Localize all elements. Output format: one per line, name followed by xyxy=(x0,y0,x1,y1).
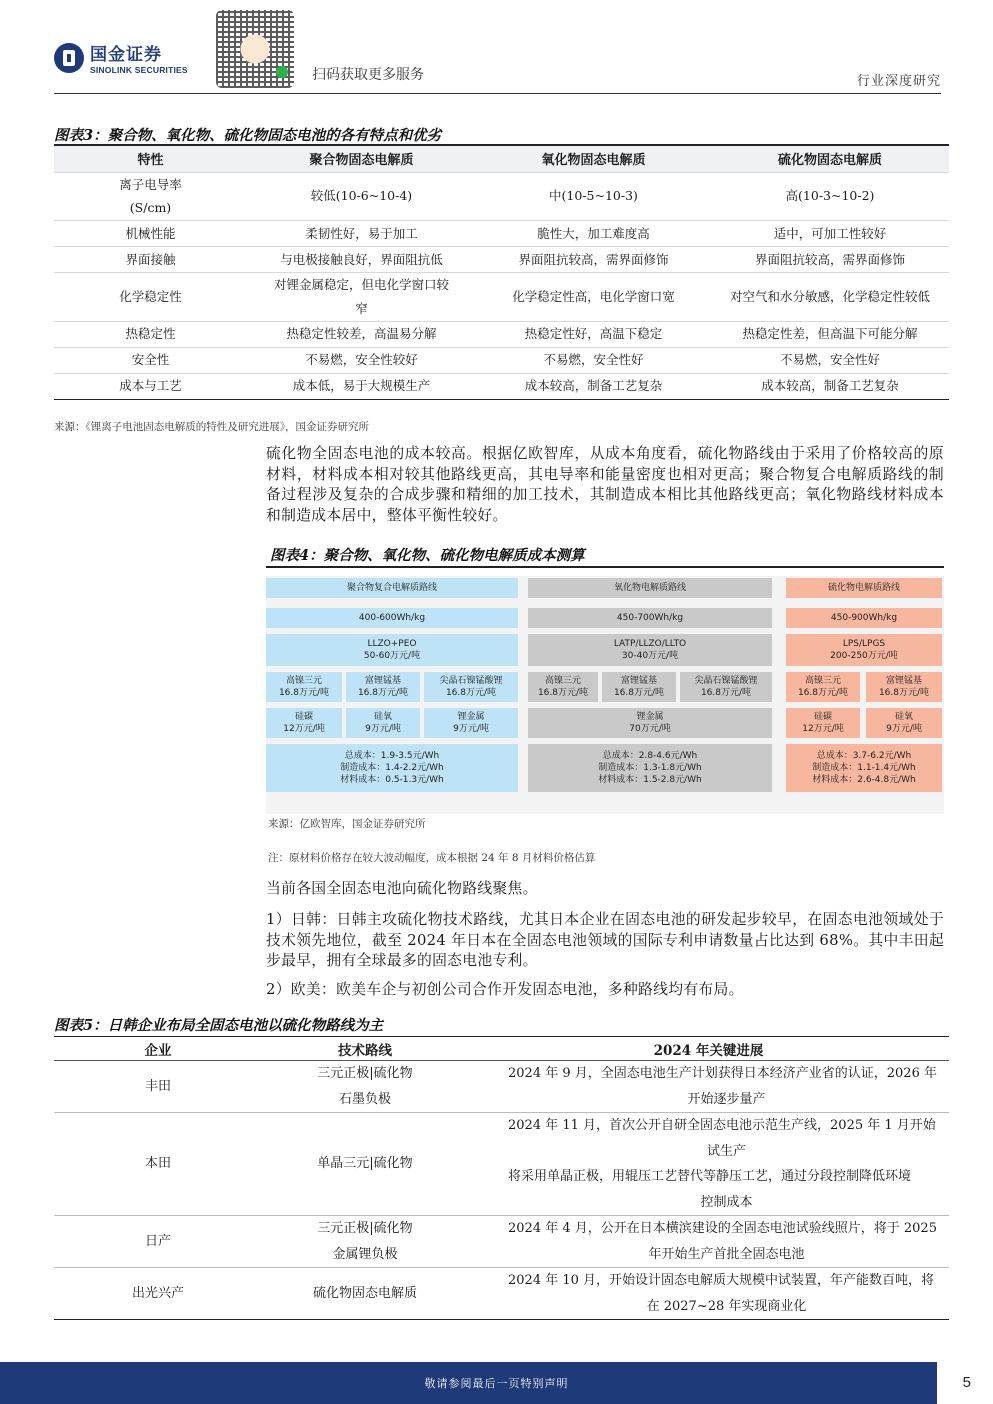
table-cell: 界面阻抗较高，需界面修饰 xyxy=(476,247,711,273)
report-type-label: 行业深度研究 xyxy=(856,74,941,89)
scan-for-service-text: 扫码获取更多服务 xyxy=(312,67,424,83)
progress-line: 试生产 xyxy=(706,1143,746,1159)
property-cell: 界面接触 xyxy=(54,247,247,273)
polymer-route-header: 聚合物复合电解质路线 xyxy=(266,578,518,598)
wechat-mini-icon xyxy=(276,66,288,78)
table-cell: 热稳定性差，但高温下可能分解 xyxy=(711,321,949,347)
polymer-cathode: 富锂锰基 16.8万元/吨 xyxy=(346,672,420,702)
figure3-title: 图表3：聚合物、氧化物、硫化物固态电池的各有特点和优劣 xyxy=(54,127,442,144)
table-cell: 成本低，易于大规模生产 xyxy=(247,373,476,399)
table-header-cell: 技术路线 xyxy=(262,1037,468,1061)
route-line: 三元正极|硫化物 xyxy=(317,1066,413,1081)
polymer-anode: 硅氧 9万元/吨 xyxy=(346,708,420,738)
table-cell: 与电极接触良好，界面阻抗低 xyxy=(247,247,476,273)
table-cell: 柔韧性好，易于加工 xyxy=(247,221,476,247)
oxide-cathode: 高镍三元 16.8万元/吨 xyxy=(528,672,598,702)
table-row xyxy=(54,321,949,347)
progress-line: 控制成本 xyxy=(700,1194,753,1210)
route-line: 石墨负极 xyxy=(338,1091,391,1107)
table-cell: 适中，可加工性较好 xyxy=(711,221,949,247)
table-cell: 化学稳定性高，电化学窗口宽 xyxy=(476,273,711,322)
progress-line: 2024 年 4 月，公开在日本横滨建设的全固态电池试验线照片，将于 2025 xyxy=(508,1221,937,1236)
figure4-rule xyxy=(266,566,944,568)
polymer-electrolyte: LLZO+PEO 50-60万元/吨 xyxy=(266,634,518,666)
sinolink-logo-icon xyxy=(54,43,84,73)
paragraph-cost-analysis: 硫化物全固态电池的成本较高。根据亿欧智库，从成本角度看，硫化物路线由于采用了价格较高的原材料，材料成本相对较其他路线更高，其电导率和能量密度也相对更高；聚合物复合电解质路线的制备过程涉及复杂的合成步骤和精细的加工技术，其制造成本相比其他路线更高；氧化物路线材料成本和制造成本居中，整体平衡性较好。 xyxy=(266,445,944,524)
table-row xyxy=(54,221,949,247)
table-header-row xyxy=(54,1037,949,1061)
progress-cell xyxy=(468,1268,949,1320)
table-cell: 热稳定性较差，高温易分解 xyxy=(247,321,476,347)
route-cell xyxy=(262,1061,468,1113)
table-row xyxy=(54,1061,949,1113)
page-header xyxy=(0,0,993,96)
table-cell: 不易燃，安全性好 xyxy=(476,347,711,373)
polymer-cost-summary: 总成本：1.9-3.5元/Wh 制造成本：1.4-2.2元/Wh 材料成本：0.5-1.3元/Wh xyxy=(266,744,518,792)
page-footer xyxy=(0,1362,993,1404)
table-row xyxy=(54,1216,949,1268)
oxide-cathode: 富锂锰基 16.8万元/吨 xyxy=(602,672,676,702)
oxide-energy-density: 450-700Wh/kg xyxy=(528,608,772,628)
property-cell: 离子电导率 (S/cm) xyxy=(54,172,247,221)
polymer-cathode: 高镍三元 16.8万元/吨 xyxy=(266,672,342,702)
property-cell: 成本与工艺 xyxy=(54,373,247,399)
oxide-cost-summary: 总成本：2.8-4.6元/Wh 制造成本：1.3-1.8元/Wh 材料成本：1.5-2.8元/Wh xyxy=(528,744,772,792)
logo-en-text: SINOLINK SECURITIES xyxy=(90,65,188,75)
progress-line: 在 2027~28 年实现商业化 xyxy=(646,1298,807,1314)
polymer-anode: 硅碳 12万元/吨 xyxy=(266,708,342,738)
figure4-title: 图表4：聚合物、氧化物、硫化物电解质成本测算 xyxy=(270,547,585,564)
sulfide-cathode: 富锂锰基 16.8万元/吨 xyxy=(866,672,942,702)
table-row xyxy=(54,273,949,322)
property-cell: 机械性能 xyxy=(54,221,247,247)
progress-line: 开始逐步量产 xyxy=(687,1091,766,1107)
sinolink-logo xyxy=(54,40,188,75)
property-cell: 安全性 xyxy=(54,347,247,373)
paragraph-europe-us: 2）欧美：欧美车企与初创公司合作开发固态电池，多种路线均有布局。 xyxy=(266,981,744,998)
paragraph-focus: 当前各国全固态电池向硫化物路线聚焦。 xyxy=(266,880,538,897)
company-cell: 本田 xyxy=(54,1113,262,1216)
route-cell xyxy=(262,1113,468,1216)
route-line: 三元正极|硫化物 xyxy=(317,1221,413,1236)
figure4-source: 来源：亿欧智库，国金证券研究所 xyxy=(268,818,426,830)
table-header-cell: 氧化物固态电解质 xyxy=(476,146,711,172)
disclaimer-notice: 敬请参阅最后一页特别声明 xyxy=(424,1377,569,1390)
table-cell: 界面阻抗较高，需界面修饰 xyxy=(711,247,949,273)
property-cell: 化学稳定性 xyxy=(54,273,247,322)
route-line: 单晶三元|硫化物 xyxy=(317,1156,413,1172)
cost-diagram xyxy=(266,576,944,814)
route-cell xyxy=(262,1216,468,1268)
figure5-table xyxy=(54,1036,949,1320)
paragraph-japan-korea: 1）日韩：日韩主攻硫化物技术路线，尤其日本企业在固态电池的研发起步较早，在固态电池领域处于技术领先地位，截至 2024 年日本在全固态电池领域的国际专利申请数量占比达到 68%。其中丰田起步最早，拥有全球最多的固态电池专利。 xyxy=(266,911,944,969)
oxide-route-header: 氧化物电解质路线 xyxy=(528,578,772,598)
figure3-source: 来源：《锂离子电池固态电解质的特性及研究进展》，国金证券研究所 xyxy=(54,421,369,433)
oxide-electrolyte: LATP/LLZO/LLTO 30-40万元/吨 xyxy=(528,634,772,666)
figure5-title: 图表5：日韩企业布局全固态电池以硫化物路线为主 xyxy=(54,1017,384,1034)
table-cell: 对空气和水分敏感，化学稳定性较低 xyxy=(711,273,949,322)
progress-cell xyxy=(468,1061,949,1113)
route-cell xyxy=(262,1268,468,1320)
company-cell: 丰田 xyxy=(54,1061,262,1113)
table-cell: 较低(10-6~10-4) xyxy=(247,172,476,221)
table-header-row xyxy=(54,146,949,172)
table-header-cell: 聚合物固态电解质 xyxy=(247,146,476,172)
table-cell: 成本较高，制备工艺复杂 xyxy=(711,373,949,399)
progress-line: 2024 年 11 月，首次公开自研全固态电池示范生产线，2025 年 1 月开始 xyxy=(508,1118,936,1133)
oxide-cathode: 尖晶石镍锰酸锂 16.8万元/吨 xyxy=(680,672,772,702)
table-cell: 热稳定性好，高温下稳定 xyxy=(476,321,711,347)
table-row xyxy=(54,347,949,373)
figure4-note: 注：原材料价格存在较大波动幅度，成本根据 24 年 8 月材料价格估算 xyxy=(268,852,596,864)
header-divider xyxy=(54,93,941,94)
route-line: 金属锂负极 xyxy=(332,1246,398,1262)
table-cell: 对锂金属稳定，但电化学窗口较 窄 xyxy=(247,273,476,322)
company-cell: 日产 xyxy=(54,1216,262,1268)
table-header-cell: 2024 年关键进展 xyxy=(468,1037,949,1061)
polymer-anode: 锂金属 9万元/吨 xyxy=(424,708,518,738)
progress-line: 年开始生产首批全固态电池 xyxy=(648,1246,805,1262)
table-header-cell: 企业 xyxy=(54,1037,262,1061)
progress-cell xyxy=(468,1113,949,1216)
progress-cell xyxy=(468,1216,949,1268)
page-number: 5 xyxy=(962,1374,971,1391)
table-row xyxy=(54,373,949,399)
table-header-cell: 特性 xyxy=(54,146,247,172)
table-cell: 不易燃，安全性好 xyxy=(711,347,949,373)
sulfide-route-header: 硫化物电解质路线 xyxy=(786,578,942,598)
sulfide-cost-summary: 总成本：3.7-6.2元/Wh 制造成本：1.1-1.4元/Wh 材料成本：2.6-4.8元/Wh xyxy=(786,744,942,792)
polymer-energy-density: 400-600Wh/kg xyxy=(266,608,518,628)
route-line: 硫化物固态电解质 xyxy=(312,1285,417,1301)
table-header-cell: 硫化物固态电解质 xyxy=(711,146,949,172)
company-cell: 出光兴产 xyxy=(54,1268,262,1320)
sulfide-energy-density: 450-900Wh/kg xyxy=(786,608,942,628)
logo-cn-text: 国金证券 xyxy=(90,45,162,65)
progress-line: 将采用单晶正极，用辊压工艺替代等静压工艺，通过分段控制降低环境 xyxy=(508,1169,912,1184)
progress-line: 2024 年 10 月，开始设计固态电解质大规模中试装置，年产能数百吨，将 xyxy=(508,1273,935,1288)
oxide-anode: 锂金属 70万元/吨 xyxy=(528,708,772,738)
table-row xyxy=(54,1113,949,1216)
table-cell: 中(10-5~10-3) xyxy=(476,172,711,221)
sulfide-anode: 硅氧 9万元/吨 xyxy=(866,708,942,738)
table-cell: 成本较高，制备工艺复杂 xyxy=(476,373,711,399)
figure3-table xyxy=(54,146,949,400)
table-cell: 高(10-3~10-2) xyxy=(711,172,949,221)
sulfide-anode: 硅碳 12万元/吨 xyxy=(786,708,860,738)
table-cell: 脆性大，加工难度高 xyxy=(476,221,711,247)
property-cell: 热稳定性 xyxy=(54,321,247,347)
table-row xyxy=(54,247,949,273)
table-cell: 不易燃，安全性较好 xyxy=(247,347,476,373)
sulfide-cathode: 高镍三元 16.8万元/吨 xyxy=(786,672,860,702)
table-row xyxy=(54,172,949,221)
progress-line: 2024 年 9 月，全固态电池生产计划获得日本经济产业省的认证，2026 年 xyxy=(508,1066,937,1081)
sulfide-electrolyte: LPS/LPGS 200-250万元/吨 xyxy=(786,634,942,666)
polymer-cathode: 尖晶石镍锰酸锂 16.8万元/吨 xyxy=(424,672,518,702)
table-row xyxy=(54,1268,949,1320)
